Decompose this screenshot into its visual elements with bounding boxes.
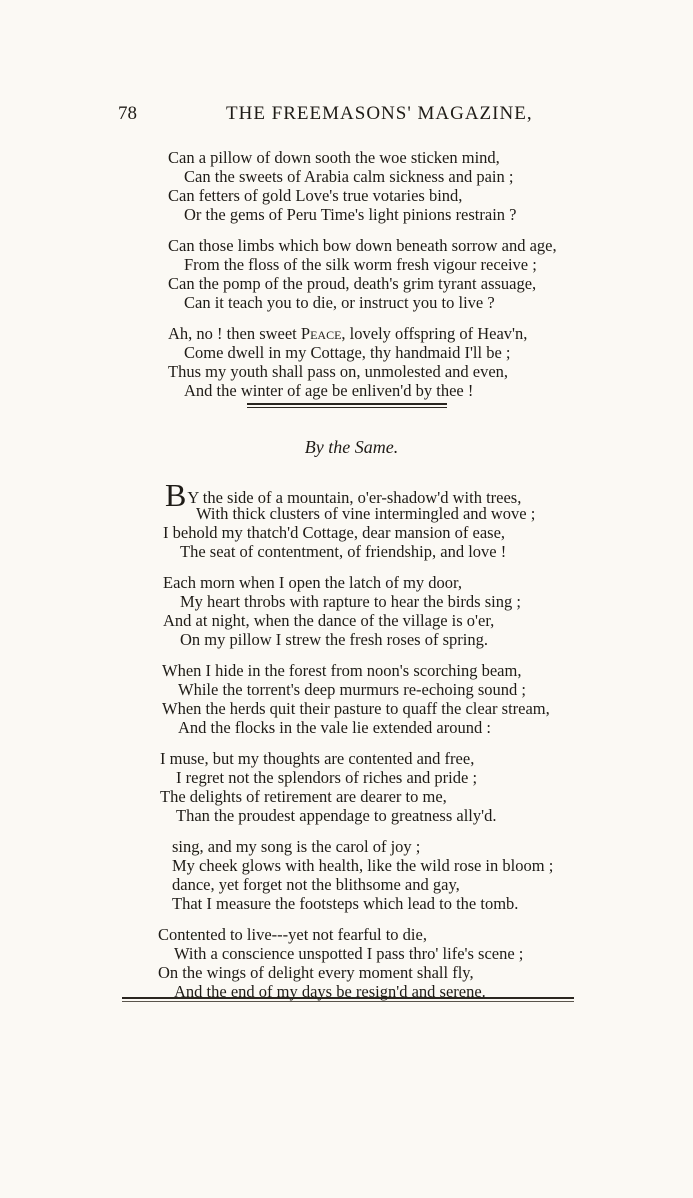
verse-line: Come dwell in my Cottage, thy handmaid I'll be ; (184, 343, 511, 362)
verse-segment: Ah, no ! then sweet (168, 324, 297, 343)
verse-line: When the herds quit their pasture to quaff the clear stream, (162, 699, 550, 718)
verse-line: On my pillow I strew the fresh roses of spring. (180, 630, 488, 649)
verse-line: That I measure the footsteps which lead to the tomb. (172, 894, 519, 913)
verse-line: And the flocks in the vale lie extended around : (178, 718, 491, 737)
section-divider (247, 403, 447, 405)
end-rule (122, 1001, 574, 1002)
verse-line: And at night, when the dance of the village is o'er, (163, 611, 495, 630)
peace-word: Peace (300, 324, 342, 343)
verse-line: Can those limbs which bow down beneath sorrow and age, (168, 236, 557, 255)
section-divider (247, 407, 447, 408)
verse-line: Can the sweets of Arabia calm sickness and pain ; (184, 167, 514, 186)
verse-line: I behold my thatch'd Cottage, dear mansion of ease, (163, 523, 506, 542)
verse-line (168, 324, 527, 344)
verse-line: From the floss of the silk worm fresh vigour receive ; (184, 255, 537, 274)
verse-line: Each morn when I open the latch of my door, (163, 573, 462, 592)
verse-line: The seat of contentment, of friendship, and love ! (180, 542, 507, 561)
verse-line: My heart throbs with rapture to hear the birds sing ; (180, 592, 521, 611)
verse-line: And the winter of age be enliven'd by thee ! (184, 381, 474, 400)
verse-line: Can it teach you to die, or instruct you to live ? (184, 293, 495, 312)
verse-line: sing, and my song is the carol of joy ; (172, 837, 421, 856)
verse-line: On the wings of delight every moment shall fly, (158, 963, 474, 982)
verse-line: My cheek glows with health, like the wild rose in bloom ; (172, 856, 554, 875)
verse-line: Or the gems of Peru Time's light pinions restrain ? (184, 205, 517, 224)
verse-line: dance, yet forget not the blithsome and gay, (172, 875, 460, 894)
verse-line: Thus my youth shall pass on, unmolested and even, (168, 362, 509, 381)
verse-line: With thick clusters of vine intermingled and wove ; (196, 504, 536, 523)
running-title: THE FREEMASONS' MAGAZINE, (226, 103, 533, 124)
verse-line: And the end of my days be resign'd and serene. (174, 982, 486, 1001)
poem-title: By the Same. (304, 437, 399, 457)
verse-line: I muse, but my thoughts are contented and free, (160, 749, 475, 768)
verse-line: Contented to live---yet not fearful to die, (158, 925, 427, 944)
verse-line: While the torrent's deep murmurs re-echoing sound ; (178, 680, 526, 699)
verse-line: Can the pomp of the proud, death's grim tyrant assuage, (168, 274, 537, 293)
verse-line: When I hide in the forest from noon's scorching beam, (162, 661, 522, 680)
verse-line: Than the proudest appendage to greatness ally'd. (176, 806, 497, 825)
verse-line: The delights of retirement are dearer to me, (160, 787, 447, 806)
verse-line: With a conscience unspotted I pass thro' life's scene ; (174, 944, 524, 963)
verse-line: Can fetters of gold Love's true votaries bind, (168, 186, 463, 205)
drop-capital: B (165, 477, 187, 513)
verse-line: Can a pillow of down sooth the woe sticken mind, (168, 148, 500, 167)
verse-line: I regret not the splendors of riches and pride ; (176, 768, 478, 787)
verse-segment: , lovely offspring of Heav'n, (341, 324, 528, 343)
end-rule (122, 997, 574, 999)
page-header (118, 103, 588, 133)
page-number: 78 (118, 103, 137, 124)
verse-segment: Y the side of a mountain, o'er-shadow'd with trees, (187, 488, 522, 507)
